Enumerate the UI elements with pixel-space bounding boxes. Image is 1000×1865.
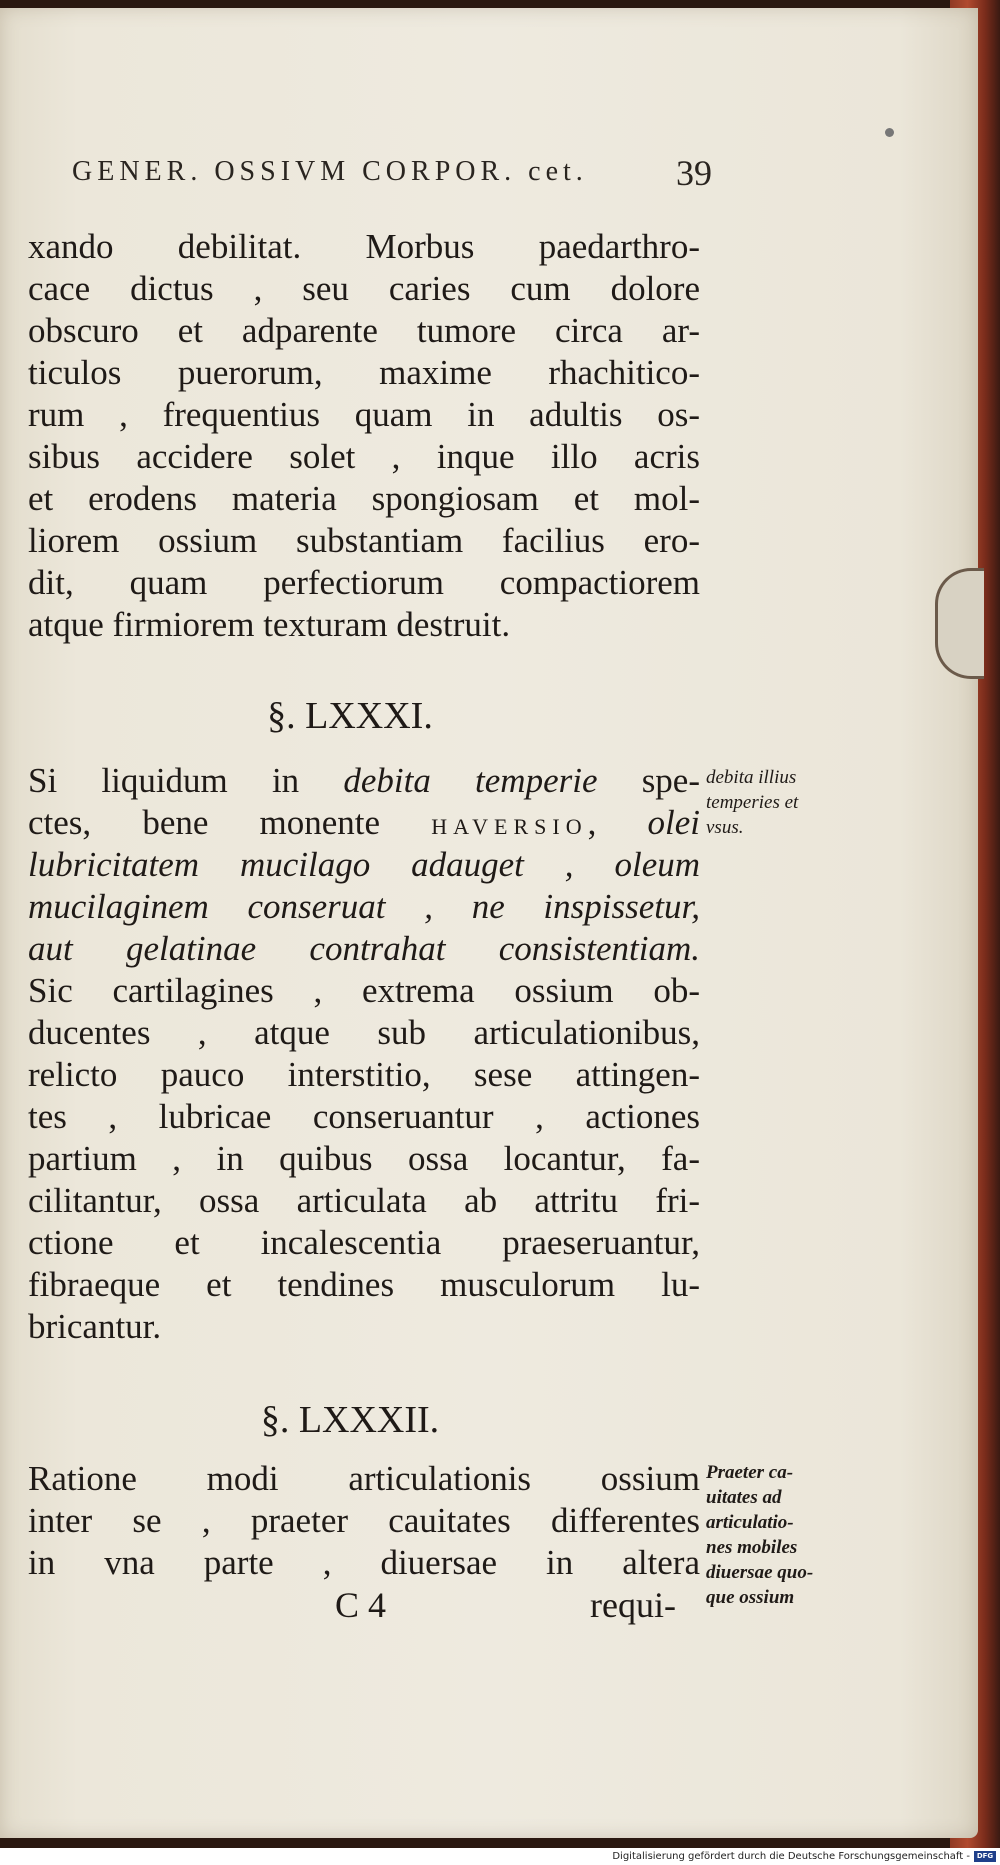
catchword: requi- bbox=[590, 1585, 676, 1625]
running-head-title: GENER. OSSIVM CORPOR. cet. bbox=[72, 156, 588, 187]
text-line: mucilaginem conseruat , ne inspissetur, bbox=[28, 887, 700, 926]
text-line: Sic cartilagines , extrema ossium ob- bbox=[28, 971, 700, 1010]
text-line: fibraeque et tendines musculorum lu- bbox=[28, 1265, 700, 1304]
text-line: xando debilitat. Morbus paedarthro- bbox=[28, 227, 700, 266]
text-line: cace dictus , seu caries cum dolore bbox=[28, 269, 700, 308]
text-line: Ratione modi articulationis ossium bbox=[28, 1459, 700, 1498]
text-line: relicto pauco interstitio, sese attingen- bbox=[28, 1055, 700, 1094]
text-line: sibus accidere solet , inque illo acris bbox=[28, 437, 700, 476]
text-line: obscuro et adparente tumore circa ar- bbox=[28, 311, 700, 350]
signature-mark: C 4 bbox=[335, 1585, 387, 1625]
text-line: et erodens materia spongiosam et mol- bbox=[28, 479, 700, 518]
text-line: lubricitatem mucilago adauget , oleum bbox=[28, 845, 700, 884]
margin-note-2: Praeter ca- uitates ad articulatio- nes mobiles diuersae quo- que ossium bbox=[706, 1462, 814, 1608]
book-page bbox=[0, 8, 978, 1838]
text-line: tes , lubricae conseruantur , actiones bbox=[28, 1097, 700, 1136]
text-line: inter se , praeter cauitates differentes bbox=[28, 1501, 700, 1540]
text-line: ducentes , atque sub articulationibus, bbox=[28, 1013, 700, 1052]
paragraph-2 bbox=[28, 760, 700, 1348]
text-line: ticulos puerorum, maxime rhachitico- bbox=[28, 353, 700, 392]
text-line: aut gelatinae contrahat consistentiam. bbox=[28, 929, 700, 968]
ink-spot bbox=[885, 128, 894, 137]
dfg-logo-icon: DFG bbox=[974, 1851, 996, 1862]
text-line: atque firmiorem texturam destruit. bbox=[28, 605, 511, 644]
text-line: bricantur. bbox=[28, 1307, 162, 1346]
paragraph-3 bbox=[28, 1458, 700, 1584]
text-line: cilitantur, ossa articulata ab attritu fri- bbox=[28, 1181, 700, 1220]
page-number: 39 bbox=[676, 153, 712, 193]
text-line: partium , in quibus ossa locantur, fa- bbox=[28, 1139, 700, 1178]
margin-note-1: debita illius temperies et vsus. bbox=[706, 767, 799, 838]
text-line: rum , frequentius quam in adultis os- bbox=[28, 395, 700, 434]
page-tab-edge bbox=[935, 568, 984, 679]
digitization-footer bbox=[0, 1848, 1000, 1865]
author-name: HAVERSIO bbox=[431, 814, 588, 839]
text-line: ctes, bene monente HAVERSIO, olei bbox=[28, 803, 700, 842]
section-heading-lxxxi: §. LXXXI. bbox=[267, 695, 433, 737]
text-line: ctione et incalescentia praeseruantur, bbox=[28, 1223, 700, 1262]
text-line: in vna parte , diuersae in altera bbox=[28, 1543, 700, 1582]
footer-text: Digitalisierung gefördert durch die Deutsche Forschungsgemeinschaft - bbox=[612, 1851, 970, 1862]
text-line: liorem ossium substantiam facilius ero- bbox=[28, 521, 700, 560]
running-head bbox=[72, 153, 712, 193]
text-line: dit, quam perfectiorum compactiorem bbox=[28, 563, 700, 602]
section-heading-lxxxii: §. LXXXII. bbox=[260, 1399, 440, 1441]
paragraph-1 bbox=[28, 226, 700, 646]
text-line: Si liquidum in debita temperie spe- bbox=[28, 761, 700, 800]
